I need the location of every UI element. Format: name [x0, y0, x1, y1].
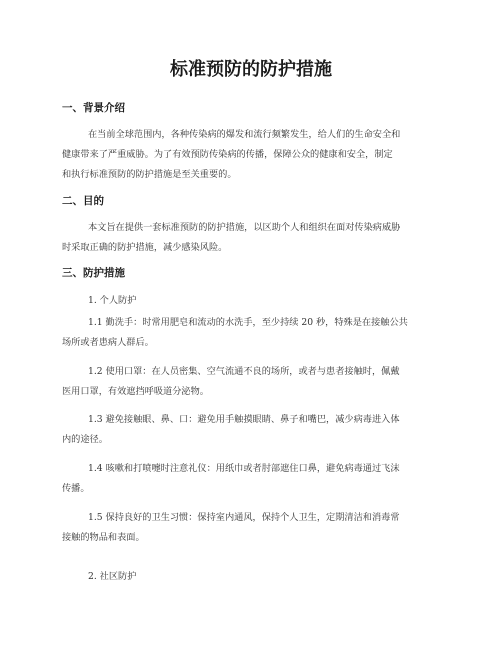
paragraph-measure-1-1 [62, 313, 442, 353]
paragraph-line: 和执行标准预防的防护措施是至关重要的。 [62, 169, 237, 180]
paragraph-line: 医用口罩，有效遮挡呼吸道分泌物。 [62, 386, 209, 397]
paragraph-purpose [62, 218, 442, 258]
paragraph-line: 1.3 避免接触眼、鼻、口：避免用手触摸眼睛、鼻子和嘴巴，减少病毒进入体 [88, 414, 400, 425]
section-heading-background: 一、背景介绍 [62, 102, 125, 114]
document-title: 标准预防的防护措施 [170, 59, 332, 80]
paragraph-line: 场所或者患病人群后。 [62, 337, 154, 348]
paragraph-line: 内的途径。 [62, 434, 108, 445]
paragraph-line: 健康带来了严重威胁。为了有效预防传染病的传播，保障公众的健康和安全，制定 [62, 149, 393, 160]
paragraph-measure-1-4 [62, 459, 442, 499]
paragraph-line: 接触的物品和表面。 [62, 532, 145, 543]
paragraph-line: 时采取正确的防护措施，减少感染风险。 [62, 242, 228, 253]
paragraph-measure-1-3 [62, 410, 442, 450]
list-item-community-protection: 2. 社区防护 [88, 571, 137, 582]
paragraph-line: 1.4 咳嗽和打喷嚏时注意礼仪：用纸巾或者肘部遮住口鼻，避免病毒通过飞沫 [88, 463, 400, 474]
list-item-personal-protection: 1. 个人防护 [88, 295, 137, 306]
paragraph-line: 本文旨在提供一套标准预防的防护措施，以区助个人和组织在面对传染病威胁 [88, 222, 401, 233]
paragraph-line: 1.1 勤洗手：时常用肥皂和流动的水洗手，至少持续 20 秒，特殊是在接触公共 [88, 317, 408, 328]
paragraph-line: 1.5 保持良好的卫生习惯：保持室内通风，保持个人卫生，定期清洁和消毒常 [88, 512, 400, 523]
paragraph-measure-1-2 [62, 362, 442, 402]
paragraph-line: 1.2 使用口罩：在人员密集、空气流通不良的场所，或者与患者接触时，佩戴 [88, 366, 400, 377]
paragraph-measure-1-5 [62, 508, 442, 548]
paragraph-background [62, 125, 442, 185]
paragraph-line: 在当前全球范围内，各种传染病的爆发和流行频繁发生，给人们的生命安全和 [88, 129, 401, 140]
section-heading-purpose: 二、目的 [62, 195, 104, 207]
section-heading-measures: 三、防护措施 [62, 267, 125, 279]
paragraph-line: 传播。 [62, 483, 90, 494]
